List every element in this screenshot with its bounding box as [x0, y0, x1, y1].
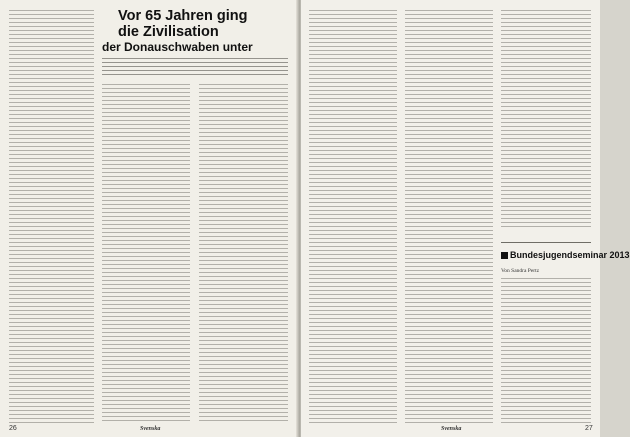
article-column-5	[405, 10, 493, 424]
article-column-6	[501, 10, 591, 228]
section-title: Bundesjugendseminar 2013	[510, 250, 630, 260]
footer-mark-left: Svenska	[140, 426, 161, 432]
section-divider	[501, 242, 591, 243]
article-column-2	[102, 84, 190, 424]
lead-paragraph	[102, 58, 288, 78]
headline-line-2: die Zivilisation	[118, 24, 219, 40]
article-column-4	[309, 10, 397, 424]
right-page	[301, 0, 630, 437]
article-column-1	[9, 10, 94, 424]
article-column-7	[501, 278, 591, 424]
page-number-left: 26	[9, 425, 17, 432]
left-page	[0, 0, 299, 437]
footer-mark-right: Svenska	[441, 426, 462, 432]
section-author: Von Sandra Pertz	[501, 268, 540, 274]
headline-line-3: der Donauschwaben unter	[102, 40, 253, 54]
page-number-right: 27	[585, 425, 593, 432]
section-bullet-icon	[501, 252, 508, 259]
headline-line-1: Vor 65 Jahren ging	[118, 8, 248, 24]
article-column-3	[199, 84, 288, 424]
